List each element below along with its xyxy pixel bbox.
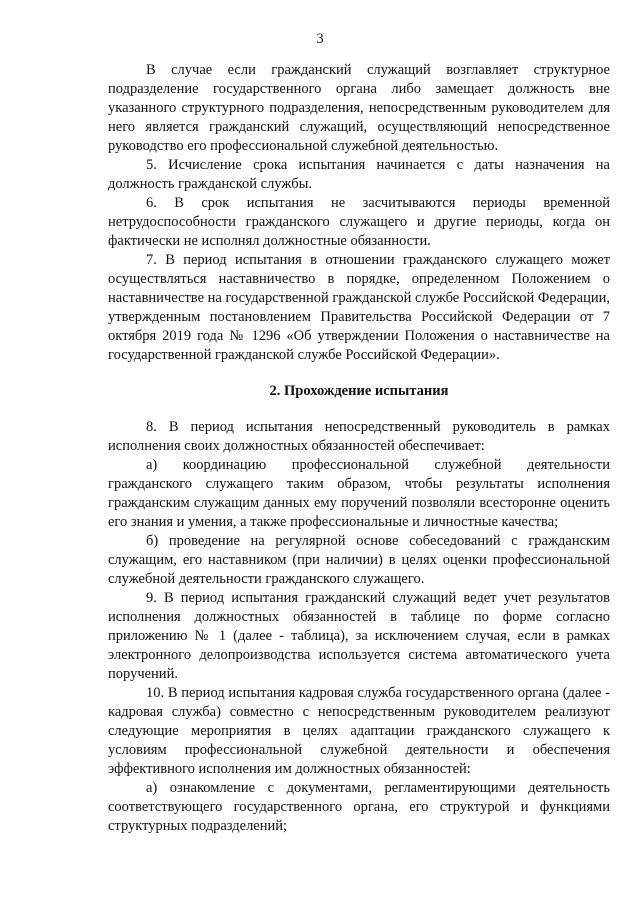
paragraph-7: 7. В период испытания в отношении гражданского служащего может осуществляться наставничество в порядке, определенном Положением о наставничестве на государственной гражданской службе Российской Федерации, утвержденным постановлением Правительства Российской Федерации от 7 октября 2019 года № 1296 «Об утверждении Положения о наставничестве на государственной гражданской службе Российской Федерации».: [108, 252, 611, 363]
paragraph-head-of-unit: В случае если гражданский служащий возглавляет структурное подразделение государственного органа либо замещает должность вне указанного структурного подразделения, непосредственным руководителем для него является гражданский служащий, осуществляющий непосредственное руководство его профессиональной служебной деятельностью.: [108, 62, 610, 154]
paragraph-6: 6. В срок испытания не засчитываются периоды временной нетрудоспособности гражданского служащего и другие периоды, когда он фактически не исполнял должностные обязанности.: [108, 195, 610, 249]
paragraph-10: 10. В период испытания кадровая служба государственного органа (далее - кадровая служба) совместно с непосредственным руководителем реализуют следующие мероприятия в целях адаптации гражданского служащего к условиям профессиональной служебной деятельности и обеспечения эффективного исполнения им должностных обязанностей:: [108, 685, 610, 777]
page-number: 3: [316, 31, 324, 47]
paragraph-8: 8. В период испытания непосредственный руководитель в рамках исполнения своих должностных обязанностей обеспечивает:: [108, 419, 610, 454]
paragraph-8a: а) координацию профессиональной служебной деятельности гражданского служащего таким образом, чтобы результаты исполнения гражданским служащим данных ему поручений позволяли всесторонне оценить его знания и умения, а также профессиональные и личностные качества;: [108, 457, 610, 530]
document-body: [108, 61, 610, 836]
paragraph-5: 5. Исчисление срока испытания начинается с даты назначения на должность гражданской службы.: [108, 157, 610, 192]
paragraph-8b: б) проведение на регулярной основе собеседований с гражданским служащим, его наставником (при наличии) в целях оценки профессиональной служебной деятельности гражданского служащего.: [108, 533, 610, 587]
paragraph-9: 9. В период испытания гражданский служащий ведет учет результатов исполнения должностных обязанностей в таблице по форме согласно приложению № 1 (далее - таблица), за исключением случая, если в рамках электронного делопроизводства используется система автоматического учета поручений.: [108, 590, 610, 682]
paragraph-10a: а) ознакомление с документами, регламентирующими деятельность соответствующего государственного органа, его структурой и функциями структурных подразделений;: [108, 780, 610, 834]
section-heading: 2. Прохождение испытания: [269, 383, 449, 399]
